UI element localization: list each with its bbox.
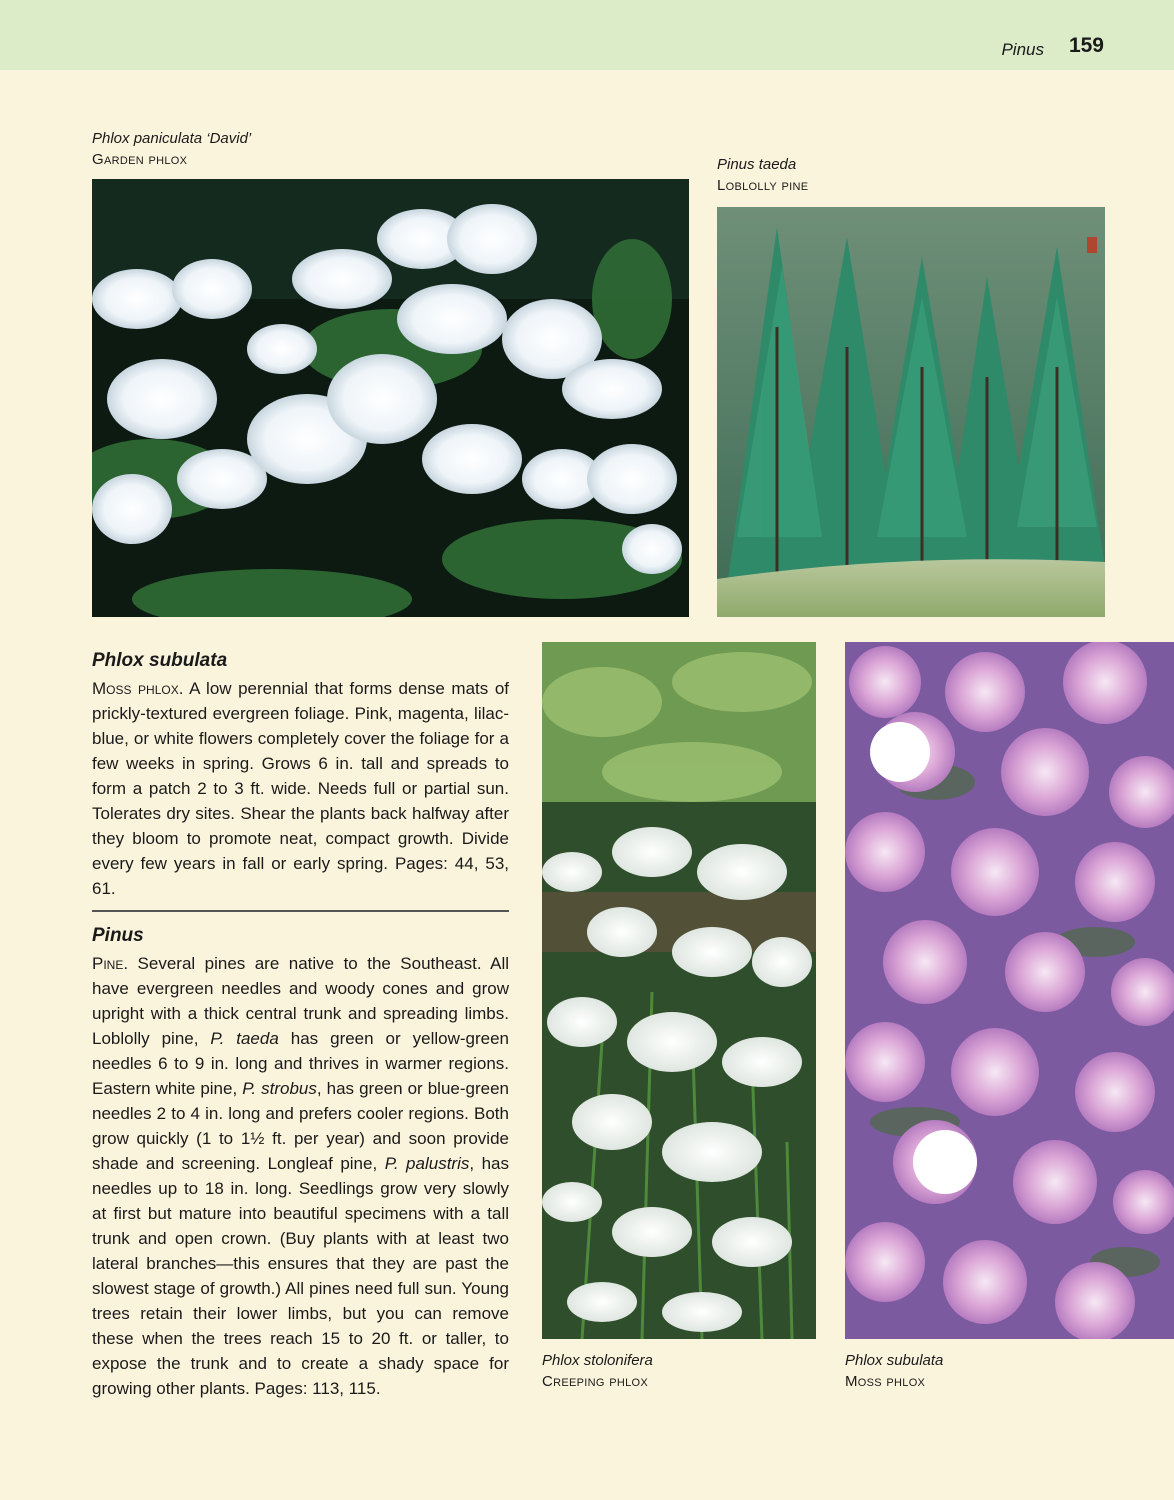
species-name: P. taeda — [210, 1029, 279, 1048]
section-divider — [92, 910, 509, 912]
caption-scientific-name: Pinus taeda — [717, 156, 797, 173]
caption-scientific-name: Phlox stolonifera — [542, 1352, 653, 1369]
caption-scientific-name: Phlox subulata — [845, 1352, 944, 1369]
photo-creeping-phlox — [542, 642, 816, 1339]
entry-pinus — [92, 924, 509, 1401]
entry-text: , has green or blue-green needles 2 to 4 in. long and prefers cooler regions. Both grow quickly (1 to 1½ ft. per year) and soon provide shade and screening. Longleaf pine, — [92, 1079, 510, 1173]
entry-body — [92, 951, 509, 1401]
caption-pinus-taeda — [717, 154, 808, 196]
entry-text: , has needles up to 18 in. long. Seedlings grow very slowly at first but mature into beautiful specimens with a tall trunk and open crown. (Buy plants with at least two lateral branches—this ensures that they are past the slowest stage of growth.) All pines need full sun. Young trees retain their lower limbs, but you can remove these when the trees reach 15 to 20 ft. or taller, to expose the trunk and to create a shady space for growing other plants. Pages: 113, 115. — [92, 1154, 509, 1398]
caption-phlox-subulata — [845, 1350, 943, 1392]
caption-scientific-name: Phlox paniculata ‘David’ — [92, 130, 252, 147]
caption-phlox-stolonifera — [542, 1350, 653, 1392]
photo-garden-phlox — [92, 179, 689, 617]
species-name: P. palustris — [384, 1154, 470, 1173]
entry-phlox-subulata — [92, 649, 509, 901]
entry-title: Phlox subulata — [92, 650, 228, 671]
entry-text: Several pines are native to the Southeast. All have evergreen needles and woody cones and grow upright with a thick central trunk and spreading limbs. Loblolly pine, — [92, 954, 509, 1048]
entry-common-name: Moss phlox. — [92, 679, 184, 698]
entry-body — [92, 676, 509, 901]
photo-moss-phlox — [845, 642, 1174, 1339]
caption-common-name: Garden phlox — [92, 151, 188, 168]
header-band — [0, 0, 1174, 70]
running-head: Pinus — [1001, 40, 1044, 59]
caption-common-name: Moss phlox — [845, 1373, 926, 1390]
entry-common-name: Pine. — [92, 954, 129, 973]
caption-phlox-paniculata — [92, 128, 251, 170]
page-number: 159 — [1068, 34, 1104, 57]
caption-common-name: Loblolly pine — [717, 177, 809, 194]
photo-loblolly-pine — [717, 207, 1105, 617]
entry-text: A low perennial that forms dense mats of prickly-textured evergreen foliage. Pink, magenta, lilac-blue, or white flowers completely cover the foliage for a few weeks in spring. Grows 6 in. tall and spreads to form a patch 2 to 3 ft. wide. Needs full or partial sun. Tolerates dry sites. Shear the plants back halfway after they bloom to promote neat, compact growth. Divide every few years in fall or early spring. Pages: 44, 53, 61. — [92, 679, 509, 898]
caption-common-name: Creeping phlox — [542, 1373, 649, 1390]
species-name: P. strobus — [242, 1079, 317, 1098]
entry-text: has green or yellow-green needles 6 to 9 in. long and thrives in warmer regions. Eastern white pine, — [92, 1029, 509, 1098]
entry-title: Pinus — [92, 925, 144, 946]
